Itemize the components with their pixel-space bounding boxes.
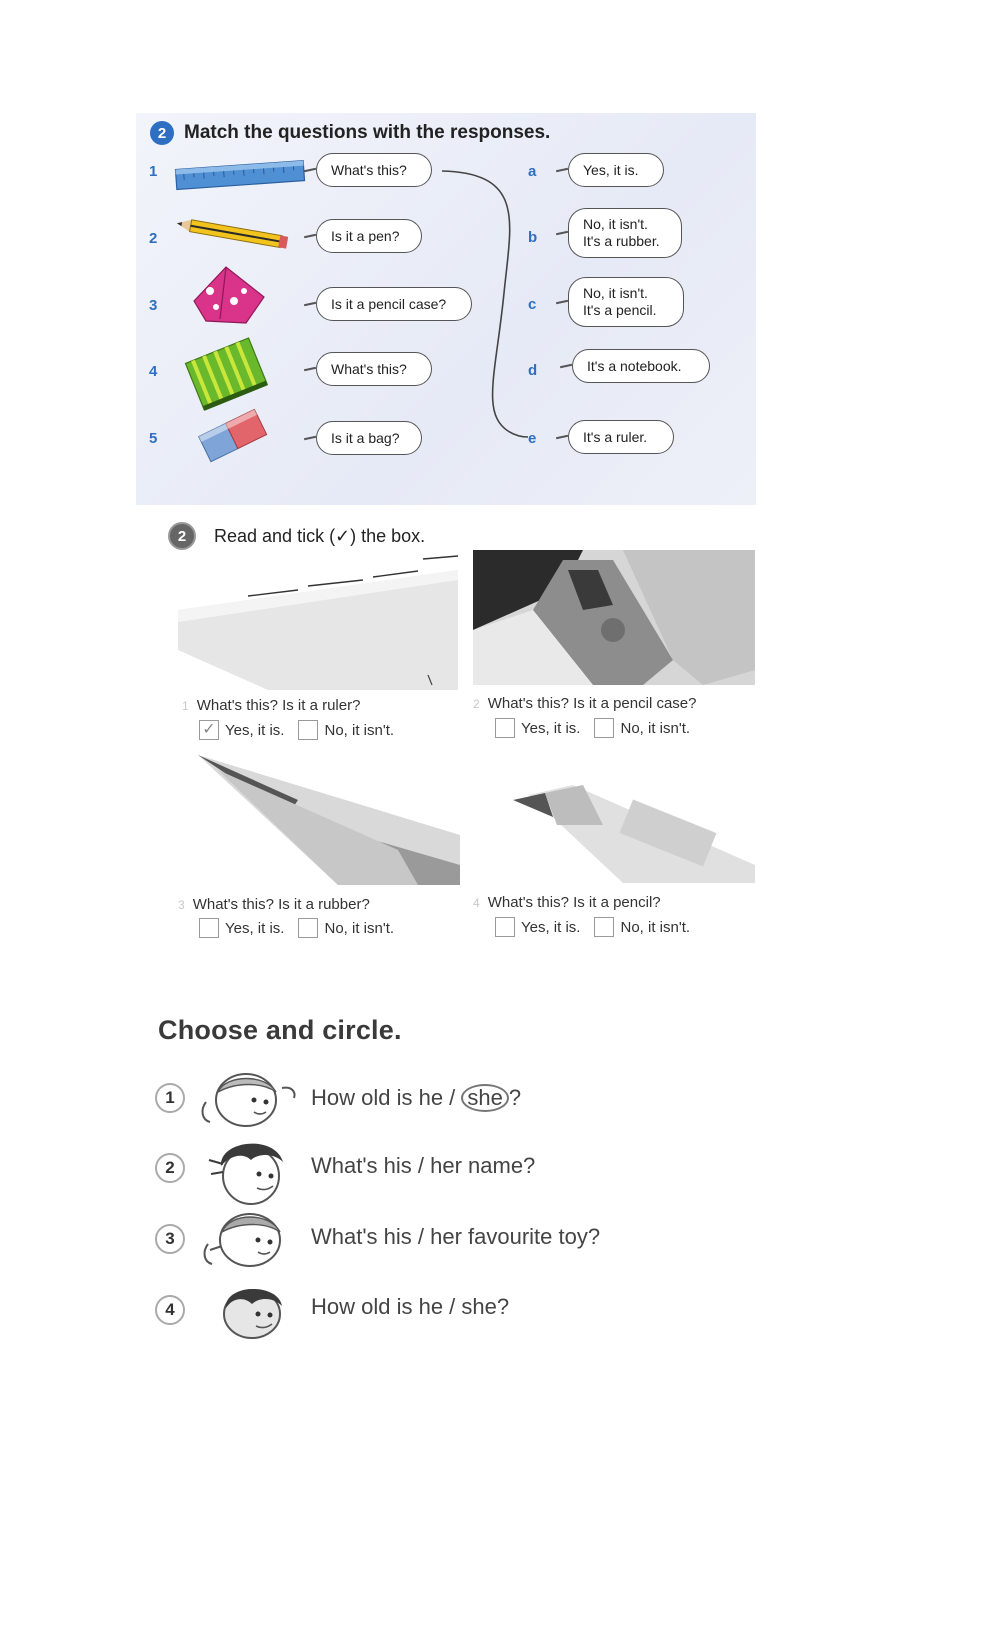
tick-question <box>473 695 696 712</box>
circle-sentence: What's his / her name? <box>311 1153 536 1178</box>
response-text: It's a ruler. <box>583 428 648 445</box>
boy-face-icon <box>205 1130 295 1210</box>
response-text: It's a pencil. <box>583 302 657 318</box>
pencil-case-photo <box>473 550 755 685</box>
yes-checkbox[interactable] <box>199 918 219 938</box>
question-text: What's this? Is it a pencil case? <box>487 695 697 712</box>
tick-options <box>495 917 690 937</box>
question-text: What's this? <box>331 360 407 377</box>
question-text: Is it a pencil case? <box>331 295 447 312</box>
girl-face-icon <box>198 1206 302 1272</box>
question-text: What's this? Is it a pencil? <box>487 894 661 911</box>
item-number: 2 <box>155 1153 185 1183</box>
tick-options <box>199 720 394 740</box>
no-label: No, it isn't. <box>620 719 691 737</box>
yes-label: Yes, it is. <box>225 919 285 937</box>
response-text: It's a notebook. <box>587 357 682 374</box>
question-text: What's this? <box>331 161 407 178</box>
circle-sentence <box>311 1084 521 1112</box>
sentence-text: ? <box>508 1085 522 1110</box>
ruler-photo <box>178 550 458 690</box>
response-bubble <box>568 277 684 327</box>
pen-photo <box>473 755 755 883</box>
match-exercise <box>136 113 756 505</box>
no-checkbox[interactable] <box>298 720 318 740</box>
no-checkbox[interactable] <box>298 918 318 938</box>
no-checkbox[interactable] <box>594 917 614 937</box>
question-number: 1 <box>182 699 189 713</box>
notebook-illustration <box>182 335 270 411</box>
tick-options <box>495 718 690 738</box>
question-number: 2 <box>473 697 480 711</box>
tick-exercise-title: Read and tick (✓) the box. <box>214 525 426 546</box>
question-text: Is it a bag? <box>331 429 400 446</box>
response-letter: e <box>528 430 537 447</box>
response-text: It's a rubber. <box>583 233 660 249</box>
question-number: 4 <box>473 896 480 910</box>
question-bubble <box>316 153 432 187</box>
question-text: What's this? Is it a ruler? <box>196 697 361 714</box>
yes-label: Yes, it is. <box>521 918 581 936</box>
response-letter: c <box>528 296 537 313</box>
pencil-illustration <box>172 213 292 253</box>
tick-options <box>199 918 394 938</box>
no-checkbox[interactable] <box>594 718 614 738</box>
tick-question <box>182 697 360 714</box>
response-letter: b <box>528 229 538 246</box>
match-exercise-title: Match the questions with the responses. <box>184 122 551 143</box>
yes-checkbox[interactable] <box>495 718 515 738</box>
response-text: No, it isn't. <box>583 216 648 232</box>
no-label: No, it isn't. <box>324 721 395 739</box>
girl-face-icon <box>196 1068 300 1130</box>
yes-checkbox[interactable]: ✓ <box>199 720 219 740</box>
no-label: No, it isn't. <box>620 918 691 936</box>
question-text: Is it a pen? <box>331 227 400 244</box>
response-text: No, it isn't. <box>583 285 648 301</box>
response-bubble <box>568 420 674 454</box>
circle-sentence: How old is he / she? <box>311 1294 510 1319</box>
question-number: 5 <box>149 430 158 447</box>
circled-answer[interactable]: she <box>461 1084 508 1112</box>
item-number: 1 <box>155 1083 185 1113</box>
yes-checkbox[interactable] <box>495 917 515 937</box>
sentence-text: How old is he / <box>311 1085 462 1110</box>
exercise-number: 2 <box>150 121 174 145</box>
ruler-illustration <box>174 157 309 193</box>
tick-question <box>473 894 661 911</box>
response-bubble <box>568 208 682 258</box>
circle-sentence: What's his / her favourite toy? <box>311 1224 601 1249</box>
item-number: 3 <box>155 1224 185 1254</box>
response-text: Yes, it is. <box>583 161 639 178</box>
question-bubble <box>316 287 472 321</box>
yes-label: Yes, it is. <box>225 721 285 739</box>
question-number: 3 <box>149 297 158 314</box>
question-number: 3 <box>178 898 185 912</box>
response-letter: a <box>528 163 537 180</box>
question-number: 1 <box>149 163 158 180</box>
no-label: No, it isn't. <box>324 919 395 937</box>
response-bubble <box>568 153 664 187</box>
exercise-number: 2 <box>168 522 196 550</box>
yes-label: Yes, it is. <box>521 719 581 737</box>
question-bubble <box>316 219 422 253</box>
question-number: 2 <box>149 230 158 247</box>
response-letter: d <box>528 362 538 379</box>
question-text: What's this? Is it a rubber? <box>192 896 370 913</box>
item-number: 4 <box>155 1295 185 1325</box>
tick-question <box>178 896 370 913</box>
response-bubble <box>572 349 710 383</box>
pencil-photo <box>178 755 460 885</box>
rubber-illustration <box>194 405 274 467</box>
boy-face-icon <box>212 1280 292 1342</box>
question-number: 4 <box>149 363 158 380</box>
pencil-case-illustration <box>186 261 276 331</box>
question-bubble <box>316 421 422 455</box>
question-bubble <box>316 352 432 386</box>
tick-exercise-header <box>168 522 425 550</box>
circle-exercise-title: Choose and circle. <box>158 1015 402 1045</box>
